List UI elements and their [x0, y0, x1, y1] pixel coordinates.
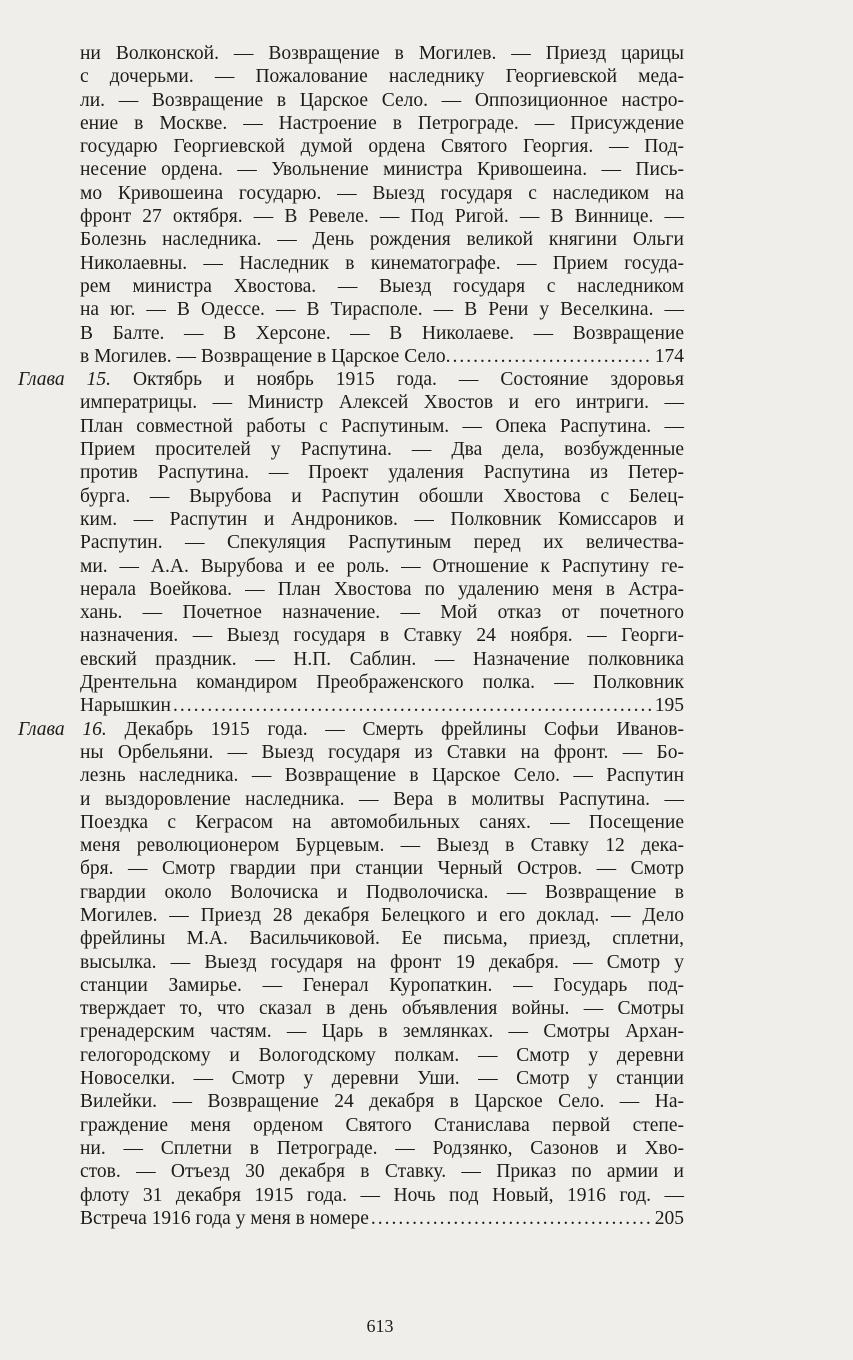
toc-line: бурга. — Вырубова и Распутин обошли Хвостова с Белец- — [80, 485, 684, 507]
toc-line: фронт 27 октября. — В Ревеле. — Под Ригой. — В Виннице. — — [80, 206, 684, 228]
toc-line: высылка. — Выезд государя на фронт 19 декабря. — Смотр у — [80, 951, 684, 973]
toc-line: станции Замирье. — Генерал Куропаткин. — Государь под- — [80, 974, 684, 996]
chapter-first-line: Октябрь и ноябрь 1915 года. — Состояние здоровья — [132, 369, 684, 391]
toc-line: евский праздник. — Н.П. Саблин. — Назначение полковника — [80, 648, 684, 670]
toc-line: меня революционером Бурцевым. — Выезд в Ставку 12 дека- — [80, 835, 684, 857]
toc-line: императрицы. — Министр Алексей Хвостов и его интриги. — — [80, 392, 684, 414]
toc-line: стов. — Отъезд 30 декабря в Ставку. — Приказ по армии и — [80, 1161, 684, 1183]
table-of-contents — [18, 42, 684, 1230]
toc-line: на юг. — В Одессе. — В Тирасполе. — В Рени у Веселкина. — — [80, 299, 684, 321]
toc-leader-line — [18, 345, 684, 368]
toc-line: Новоселки. — Смотр у деревни Уши. — Смотр у станции — [80, 1068, 684, 1090]
toc-line: Поездка с Кеграсом на автомобильных санях. — Посещение — [80, 811, 684, 833]
toc-line: гренадерским частям. — Царь в землянках. — Смотры Архан- — [80, 1021, 684, 1043]
toc-line: ли. — Возвращение в Царское Село. — Оппозиционное настро- — [80, 89, 684, 111]
toc-line: гвардии около Волочиска и Подволочиска. — Возвращение в — [80, 881, 684, 903]
toc-line: ни Волконской. — Возвращение в Могилев. — Приезд царицы — [80, 43, 684, 64]
toc-leader-line — [18, 694, 684, 717]
toc-line: с дочерьми. — Пожалование наследнику Георгиевской меда- — [80, 66, 684, 88]
toc-line: ким. — Распутин и Андроников. — Полковник Комиссаров и — [80, 508, 684, 530]
toc-line: лезнь наследника. — Возвращение в Царское Село. — Распутин — [80, 765, 684, 787]
toc-line: и выздоровление наследника. — Вера в молитвы Распутина. — — [80, 788, 684, 810]
toc-line: государю Георгиевской думой ордена Святого Георгия. — Под- — [80, 136, 684, 158]
toc-line: ми. — А.А. Вырубова и ее роль. — Отношение к Распутину ге- — [80, 555, 684, 577]
toc-line: несение ордена. — Увольнение министра Кривошеина. — Пись- — [80, 159, 684, 181]
dot-leader — [173, 694, 653, 717]
toc-line: ни. — Сплетни в Петрограде. — Родзянко, Сазонов и Хво- — [80, 1137, 684, 1159]
chapter-15-entry — [18, 368, 684, 717]
toc-line: Дрентельна командиром Преображенского полка. — Полковник — [80, 672, 684, 694]
toc-line: фрейлины М.А. Васильчиковой. Ее письма, приезд, сплетни, — [80, 928, 684, 950]
toc-line: хань. — Почетное назначение. — Мой отказ от почетного — [80, 602, 684, 624]
toc-line: граждение меня орденом Святого Станислава первой степе- — [80, 1114, 684, 1136]
toc-line: Болезнь наследника. — День рождения великой княгини Ольги — [80, 229, 684, 251]
page-number: 613 — [366, 1316, 394, 1336]
toc-entry-text: Нарышкин — [80, 695, 171, 717]
chapter-16-entry — [18, 718, 684, 1231]
toc-line: нерала Воейкова. — План Хвостова по удалению меня в Астра- — [80, 578, 684, 600]
toc-line: флоту 31 декабря 1915 года. — Ночь под Новый, 1916 год. — — [80, 1184, 684, 1206]
toc-line: ение в Москве. — Настроение в Петрограде. — Присуждение — [80, 112, 684, 134]
chapter-heading-line — [18, 368, 684, 391]
chapter-heading-line — [18, 718, 684, 741]
dot-leader — [371, 1207, 653, 1230]
toc-line: назначения. — Выезд государя в Ставку 24 ноября. — Георги- — [80, 625, 684, 647]
toc-line: План совместной работы с Распутиным. — Опека Распутина. — — [80, 415, 684, 437]
dot-leader — [452, 345, 652, 368]
toc-line: Распутин. — Спекуляция Распутиным перед их величества- — [80, 532, 684, 554]
toc-line: гелогородскому и Вологодскому полкам. — Смотр у деревни — [80, 1044, 684, 1066]
toc-line: бря. — Смотр гвардии при станции Черный Остров. — Смотр — [80, 858, 684, 880]
toc-line: В Балте. — В Херсоне. — В Николаеве. — Возвращение — [80, 322, 684, 344]
chapter-label: Глава 15. — [18, 369, 111, 391]
chapter-first-line: Декабрь 1915 года. — Смерть фрейлины Софьи Иванов- — [124, 718, 684, 740]
toc-line: ны Орбельяни. — Выезд государя из Ставки на фронт. — Бо- — [80, 741, 684, 763]
toc-page-ref: 205 — [654, 1207, 684, 1229]
toc-line: против Распутина. — Проект удаления Распутина из Петер- — [80, 462, 684, 484]
toc-page-ref: 195 — [654, 695, 684, 717]
toc-line: рем министра Хвостова. — Выезд государя с наследником — [80, 275, 684, 297]
toc-line: Прием просителей у Распутина. — Два дела, возбужденные — [80, 439, 684, 461]
toc-line: мо Кривошеина государю. — Выезд государя с наследиком на — [80, 182, 684, 204]
toc-entry-text: в Могилев. — Возвращение в Царское Село. — [80, 345, 451, 367]
toc-page-ref: 174 — [654, 345, 684, 367]
toc-line: Николаевны. — Наследник в кинематографе. — Прием госуда- — [80, 252, 684, 274]
toc-entry-text: Встреча 1916 года у меня в номере — [80, 1207, 369, 1229]
toc-leader-line — [18, 1207, 684, 1230]
toc-line: Могилев. — Приезд 28 декабря Белецкого и его доклад. — Дело — [80, 904, 684, 926]
toc-continuation — [18, 42, 684, 368]
chapter-label: Глава 16. — [18, 718, 107, 740]
toc-line: Вилейки. — Возвращение 24 декабря в Царское Село. — На- — [80, 1091, 684, 1113]
toc-line: тверждает то, что сказал в день объявления войны. — Смотры — [80, 998, 684, 1020]
